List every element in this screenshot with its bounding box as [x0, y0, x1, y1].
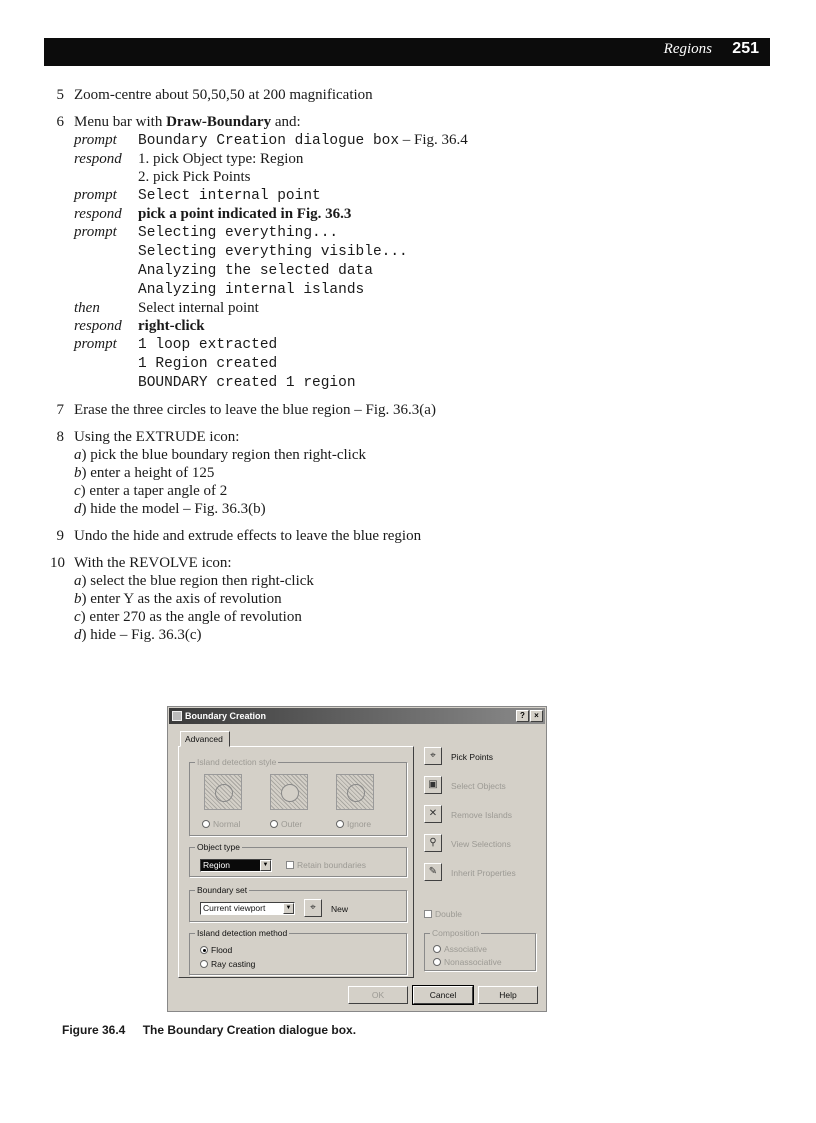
step-text: With the REVOLVE icon: — [74, 555, 232, 571]
view-selections-label: View Selections — [451, 839, 511, 849]
dialogue-row: respond 1. pick Object type: Region — [74, 151, 304, 167]
step-6 — [50, 113, 750, 392]
group-title: Island detection method — [197, 928, 288, 938]
dialog-titlebar[interactable] — [169, 708, 545, 724]
group-title: Object type — [197, 842, 240, 852]
pick-points-button[interactable]: ⌖ — [424, 747, 442, 765]
figure-caption — [62, 1023, 356, 1037]
chevron-down-icon[interactable]: ▼ — [260, 860, 271, 871]
nonassociative-radio[interactable]: Nonassociative — [433, 957, 502, 967]
command-dialogue — [74, 131, 750, 392]
app-icon — [172, 711, 182, 721]
flood-radio[interactable]: Flood — [200, 945, 232, 955]
step-5 — [50, 86, 750, 104]
page-number: 251 — [732, 40, 759, 57]
help-icon[interactable]: ? — [516, 710, 529, 722]
select-objects-button[interactable]: ▣ — [424, 776, 442, 794]
dialogue-row: 1 Region created — [138, 356, 278, 372]
section-title: Regions — [663, 41, 712, 57]
advanced-panel — [178, 746, 414, 978]
dialogue-row: 2. pick Pick Points — [138, 169, 251, 185]
instruction-list — [50, 86, 750, 653]
dialog-title: Boundary Creation — [185, 711, 267, 721]
associative-radio[interactable]: Associative — [433, 944, 487, 954]
sub-item: d) hide the model – Fig. 36.3(b) — [74, 501, 266, 517]
dialogue-row: Analyzing the selected data — [138, 263, 373, 279]
dialogue-row: prompt Selecting everything... — [74, 224, 339, 241]
island-detection-method-group — [189, 928, 407, 975]
step-text: Menu bar with Draw-Boundary and: — [74, 114, 301, 130]
step-text: Zoom-centre about 50,50,50 at 200 magnification — [74, 87, 373, 103]
sub-item: d) hide – Fig. 36.3(c) — [74, 627, 202, 643]
step-8 — [50, 428, 750, 518]
normal-style-preview — [204, 774, 242, 810]
ignore-style-preview — [336, 774, 374, 810]
dialogue-row: then Select internal point — [74, 300, 259, 316]
step-9 — [50, 527, 750, 545]
dialogue-row: respond right-click — [74, 318, 205, 334]
ray-casting-radio[interactable]: Ray casting — [200, 959, 255, 969]
dialogue-row: prompt Boundary Creation dialogue box – Fig. 36.4 — [74, 132, 468, 149]
object-type-group — [189, 842, 407, 877]
sub-item: b) enter Y as the axis of revolution — [74, 591, 282, 607]
boundary-creation-dialog — [167, 706, 547, 1012]
sub-item: c) enter a taper angle of 2 — [74, 483, 228, 499]
close-icon[interactable]: × — [530, 710, 543, 722]
group-title: Composition — [432, 928, 480, 938]
step-number: 8 — [56, 429, 64, 445]
outer-style-preview — [270, 774, 308, 810]
normal-radio[interactable]: Normal — [202, 819, 240, 829]
dialogue-row: BOUNDARY created 1 region — [138, 375, 356, 391]
sub-item: c) enter 270 as the angle of revolution — [74, 609, 302, 625]
view-selections-button[interactable]: ⚲ — [424, 834, 442, 852]
step-10 — [50, 554, 750, 644]
step-text: Undo the hide and extrude effects to leave the blue region — [74, 528, 422, 544]
group-title: Island detection style — [197, 757, 277, 767]
sub-item: a) pick the blue boundary region then right-click — [74, 447, 366, 463]
caption-text: The Boundary Creation dialogue box. — [142, 1023, 357, 1037]
tab-advanced[interactable]: Advanced — [180, 731, 230, 747]
cancel-button[interactable]: Cancel — [413, 986, 473, 1004]
step-7 — [50, 401, 750, 419]
step-number: 7 — [56, 402, 64, 418]
step-text: Using the EXTRUDE icon: — [74, 429, 240, 445]
step-number: 10 — [50, 555, 65, 571]
ignore-radio[interactable]: Ignore — [336, 819, 371, 829]
ok-button[interactable]: OK — [348, 986, 408, 1004]
group-title: Boundary set — [197, 885, 248, 895]
step-number: 6 — [56, 114, 64, 130]
dialogue-row: Selecting everything visible... — [138, 244, 408, 260]
help-button[interactable]: Help — [478, 986, 538, 1004]
new-label: New — [331, 904, 349, 914]
object-type-select[interactable]: Region ▼ — [200, 859, 272, 872]
inherit-properties-button[interactable]: ✎ — [424, 863, 442, 881]
new-boundary-set-button[interactable]: ⌖ — [304, 899, 322, 917]
dialogue-row: prompt 1 loop extracted — [74, 336, 278, 353]
pick-points-label: Pick Points — [451, 752, 494, 762]
composition-group — [424, 928, 536, 971]
remove-islands-label: Remove Islands — [451, 810, 512, 820]
boundary-set-group — [189, 885, 407, 922]
step-text: Erase the three circles to leave the blue region – Fig. 36.3(a) — [74, 402, 436, 418]
chevron-down-icon[interactable]: ▼ — [283, 903, 294, 914]
dialogue-row: prompt Select internal point — [74, 187, 321, 204]
select-objects-label: Select Objects — [451, 781, 506, 791]
retain-boundaries-checkbox[interactable]: Retain boundaries — [286, 860, 366, 870]
figure-number: Figure 36.4 — [62, 1023, 126, 1037]
sub-item: b) enter a height of 125 — [74, 465, 215, 481]
dialogue-row: respond pick a point indicated in Fig. 36.3 — [74, 206, 352, 222]
island-detection-style-group — [189, 757, 407, 836]
running-header — [44, 38, 770, 66]
sub-item: a) select the blue region then right-click — [74, 573, 314, 589]
inherit-properties-label: Inherit Properties — [451, 868, 516, 878]
step-number: 9 — [56, 528, 64, 544]
step-number: 5 — [56, 87, 64, 103]
boundary-set-select[interactable]: Current viewport ▼ — [200, 902, 295, 915]
outer-radio[interactable]: Outer — [270, 819, 302, 829]
double-checkbox[interactable]: Double — [424, 909, 462, 919]
remove-islands-button[interactable]: ✕ — [424, 805, 442, 823]
dialogue-row: Analyzing internal islands — [138, 282, 365, 298]
